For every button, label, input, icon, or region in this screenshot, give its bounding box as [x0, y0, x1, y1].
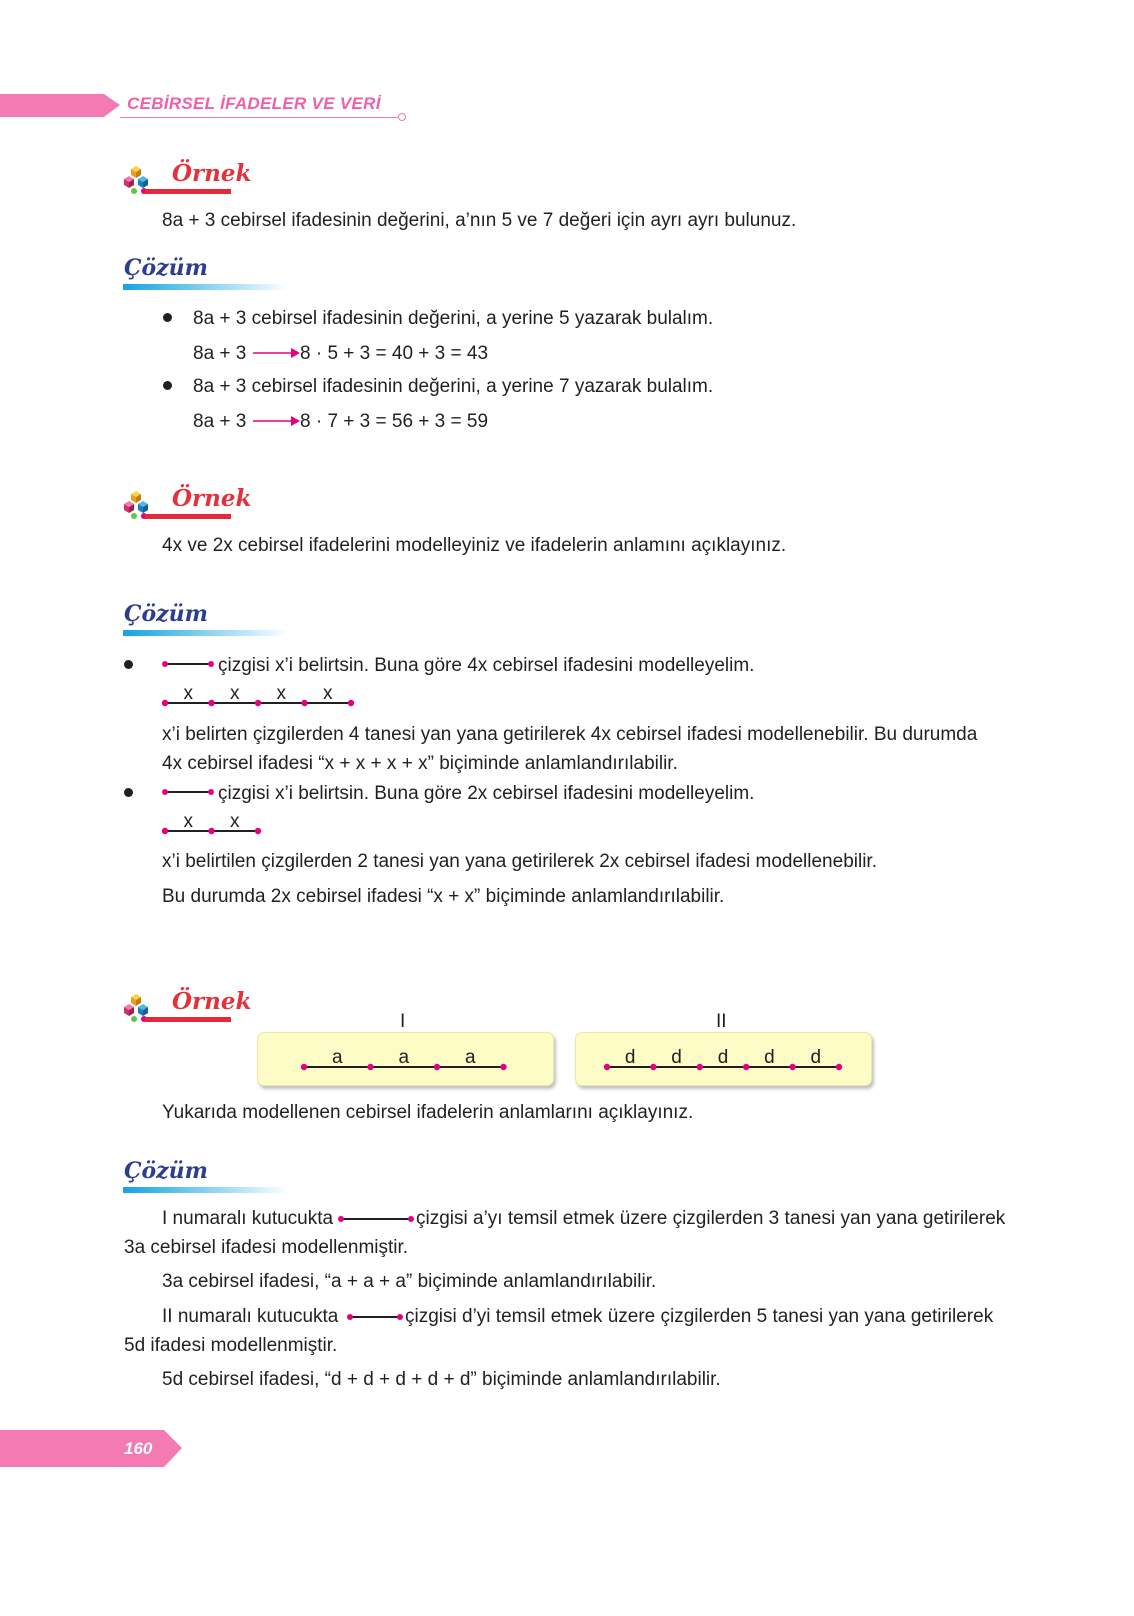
segment-label: x: [183, 683, 193, 704]
segment-label: d: [717, 1047, 729, 1068]
solution-heading: Çözüm: [124, 255, 208, 281]
segment-label: d: [671, 1047, 682, 1068]
box-label: II: [716, 1011, 727, 1032]
solution-text-line: 5d ifadesi modellenmiştir.: [124, 1335, 338, 1356]
segment-endpoint-dot: [789, 1064, 795, 1070]
example-heading: Örnek: [172, 988, 252, 1015]
bullet-text: çizgisi x’i belirtsin. Buna göre 2x cebirsel ifadesini modelleyelim.: [218, 783, 755, 804]
paragraph-line: x’i belirtilen çizgilerden 2 tanesi yan yana getirilerek 2x cebirsel ifadesi modellenebilir.: [162, 851, 877, 872]
arrow-right-icon: [253, 414, 301, 428]
segment-endpoint-dot: [348, 700, 354, 706]
example-heading-bar: [145, 1017, 231, 1022]
expression-lhs: 8a + 3: [193, 411, 247, 432]
solution-text-line: 3a cebirsel ifadesi, “a + a + a” biçiminde anlamlandırılabilir.: [162, 1271, 657, 1292]
segment-label: d: [764, 1047, 775, 1068]
segment-endpoint-dot: [697, 1064, 703, 1070]
model-4x: [162, 682, 362, 712]
segment-label: x: [183, 811, 193, 832]
solution-text-pre: II numaralı kutucukta: [162, 1306, 339, 1327]
paragraph-line: 4x cebirsel ifadesi “x + x + x + x” biçiminde anlamlandırılabilir.: [162, 753, 678, 774]
example-heading-bar: [145, 514, 231, 519]
example-question: Yukarıda modellenen cebirsel ifadelerin anlamlarını açıklayınız.: [162, 1102, 694, 1123]
arrow-right-icon: [253, 346, 301, 360]
bullet: [163, 381, 172, 390]
example-heading: Örnek: [172, 160, 252, 187]
model-3a: [300, 1040, 510, 1076]
chapter-title: CEBİRSEL İFADELER VE VERİ: [127, 94, 381, 113]
solution-heading: Çözüm: [124, 1158, 208, 1184]
segment-endpoint-dot: [604, 1064, 610, 1070]
paragraph-line: Bu durumda 2x cebirsel ifadesi “x + x” biçiminde anlamlandırılabilir.: [162, 886, 725, 907]
segment-endpoint-dot: [208, 700, 214, 706]
solution-text-line: 5d cebirsel ifadesi, “d + d + d + d + d” biçiminde anlamlandırılabilir.: [162, 1369, 721, 1390]
segment-label: x: [230, 811, 240, 832]
bullet: [124, 660, 133, 669]
segment-endpoint-dot: [743, 1064, 749, 1070]
segment-endpoint-dot: [162, 828, 168, 834]
segment-endpoint-dot: [301, 1064, 307, 1070]
segment-endpoint-dot: [255, 828, 261, 834]
segment-label: x: [323, 683, 333, 704]
solution-text-pre: I numaralı kutucukta: [162, 1208, 334, 1229]
header-line-end-dot: [398, 113, 406, 121]
segment-label: a: [464, 1047, 476, 1068]
footer-band: [0, 1430, 182, 1467]
bullet-text: çizgisi x’i belirtsin. Buna göre 4x cebirsel ifadesini modelleyelim.: [218, 655, 755, 676]
unit-segment-icon: [338, 1212, 414, 1226]
segment-endpoint-dot: [836, 1064, 842, 1070]
example-heading: Örnek: [172, 485, 252, 512]
segment-endpoint-dot: [500, 1064, 506, 1070]
header-underline: [120, 117, 400, 118]
bullet-text: 8a + 3 cebirsel ifadesinin değerini, a yerine 7 yazarak bulalım.: [193, 376, 714, 397]
unit-segment-icon: [347, 1310, 403, 1324]
unit-segment-icon: [162, 785, 214, 799]
segment-endpoint-dot: [162, 700, 168, 706]
segment-label: d: [624, 1047, 636, 1068]
segment-label: a: [331, 1047, 343, 1068]
expression-lhs: 8a + 3: [193, 343, 247, 364]
solution-heading-bar: [123, 630, 288, 636]
example-question: 8a + 3 cebirsel ifadesinin değerini, a’nın 5 ve 7 değeri için ayrı ayrı bulunuz.: [162, 210, 797, 231]
segment-label: x: [276, 683, 286, 704]
solution-heading-bar: [123, 1187, 288, 1193]
solution-text-post: çizgisi d’yi temsil etmek üzere çizgilerden 5 tanesi yan yana getirilerek: [405, 1306, 994, 1327]
bullet: [124, 788, 133, 797]
segment-endpoint-dot: [434, 1064, 440, 1070]
bullet-text: 8a + 3 cebirsel ifadesinin değerini, a yerine 5 yazarak bulalım.: [193, 308, 714, 329]
segment-label: a: [398, 1047, 410, 1068]
example-question: 4x ve 2x cebirsel ifadelerini modelleyiniz ve ifadelerin anlamını açıklayınız.: [162, 535, 787, 556]
solution-heading: Çözüm: [124, 601, 208, 627]
unit-segment-icon: [162, 657, 214, 671]
header-band: [0, 94, 120, 117]
segment-endpoint-dot: [367, 1064, 373, 1070]
model-5d: [603, 1040, 843, 1076]
solution-heading-bar: [123, 284, 288, 290]
expression-result: 8 · 5 + 3 = 40 + 3 = 43: [300, 343, 489, 364]
solution-text-line: 3a cebirsel ifadesi modellenmiştir.: [124, 1237, 409, 1258]
segment-label: x: [230, 683, 240, 704]
bullet: [163, 313, 172, 322]
segment-endpoint-dot: [301, 700, 307, 706]
expression-result: 8 · 7 + 3 = 56 + 3 = 59: [300, 411, 489, 432]
model-2x: [162, 810, 272, 840]
box-label: I: [400, 1011, 406, 1032]
segment-endpoint-dot: [650, 1064, 656, 1070]
solution-text-post: çizgisi a’yı temsil etmek üzere çizgilerden 3 tanesi yan yana getirilerek: [416, 1208, 1006, 1229]
segment-endpoint-dot: [255, 700, 261, 706]
segment-endpoint-dot: [208, 828, 214, 834]
paragraph-line: x’i belirten çizgilerden 4 tanesi yan yana getirilerek 4x cebirsel ifadesi modellenebilir. Bu durumda: [162, 724, 978, 745]
segment-label: d: [810, 1047, 822, 1068]
page-number: 160: [124, 1439, 153, 1458]
example-heading-bar: [145, 189, 231, 194]
